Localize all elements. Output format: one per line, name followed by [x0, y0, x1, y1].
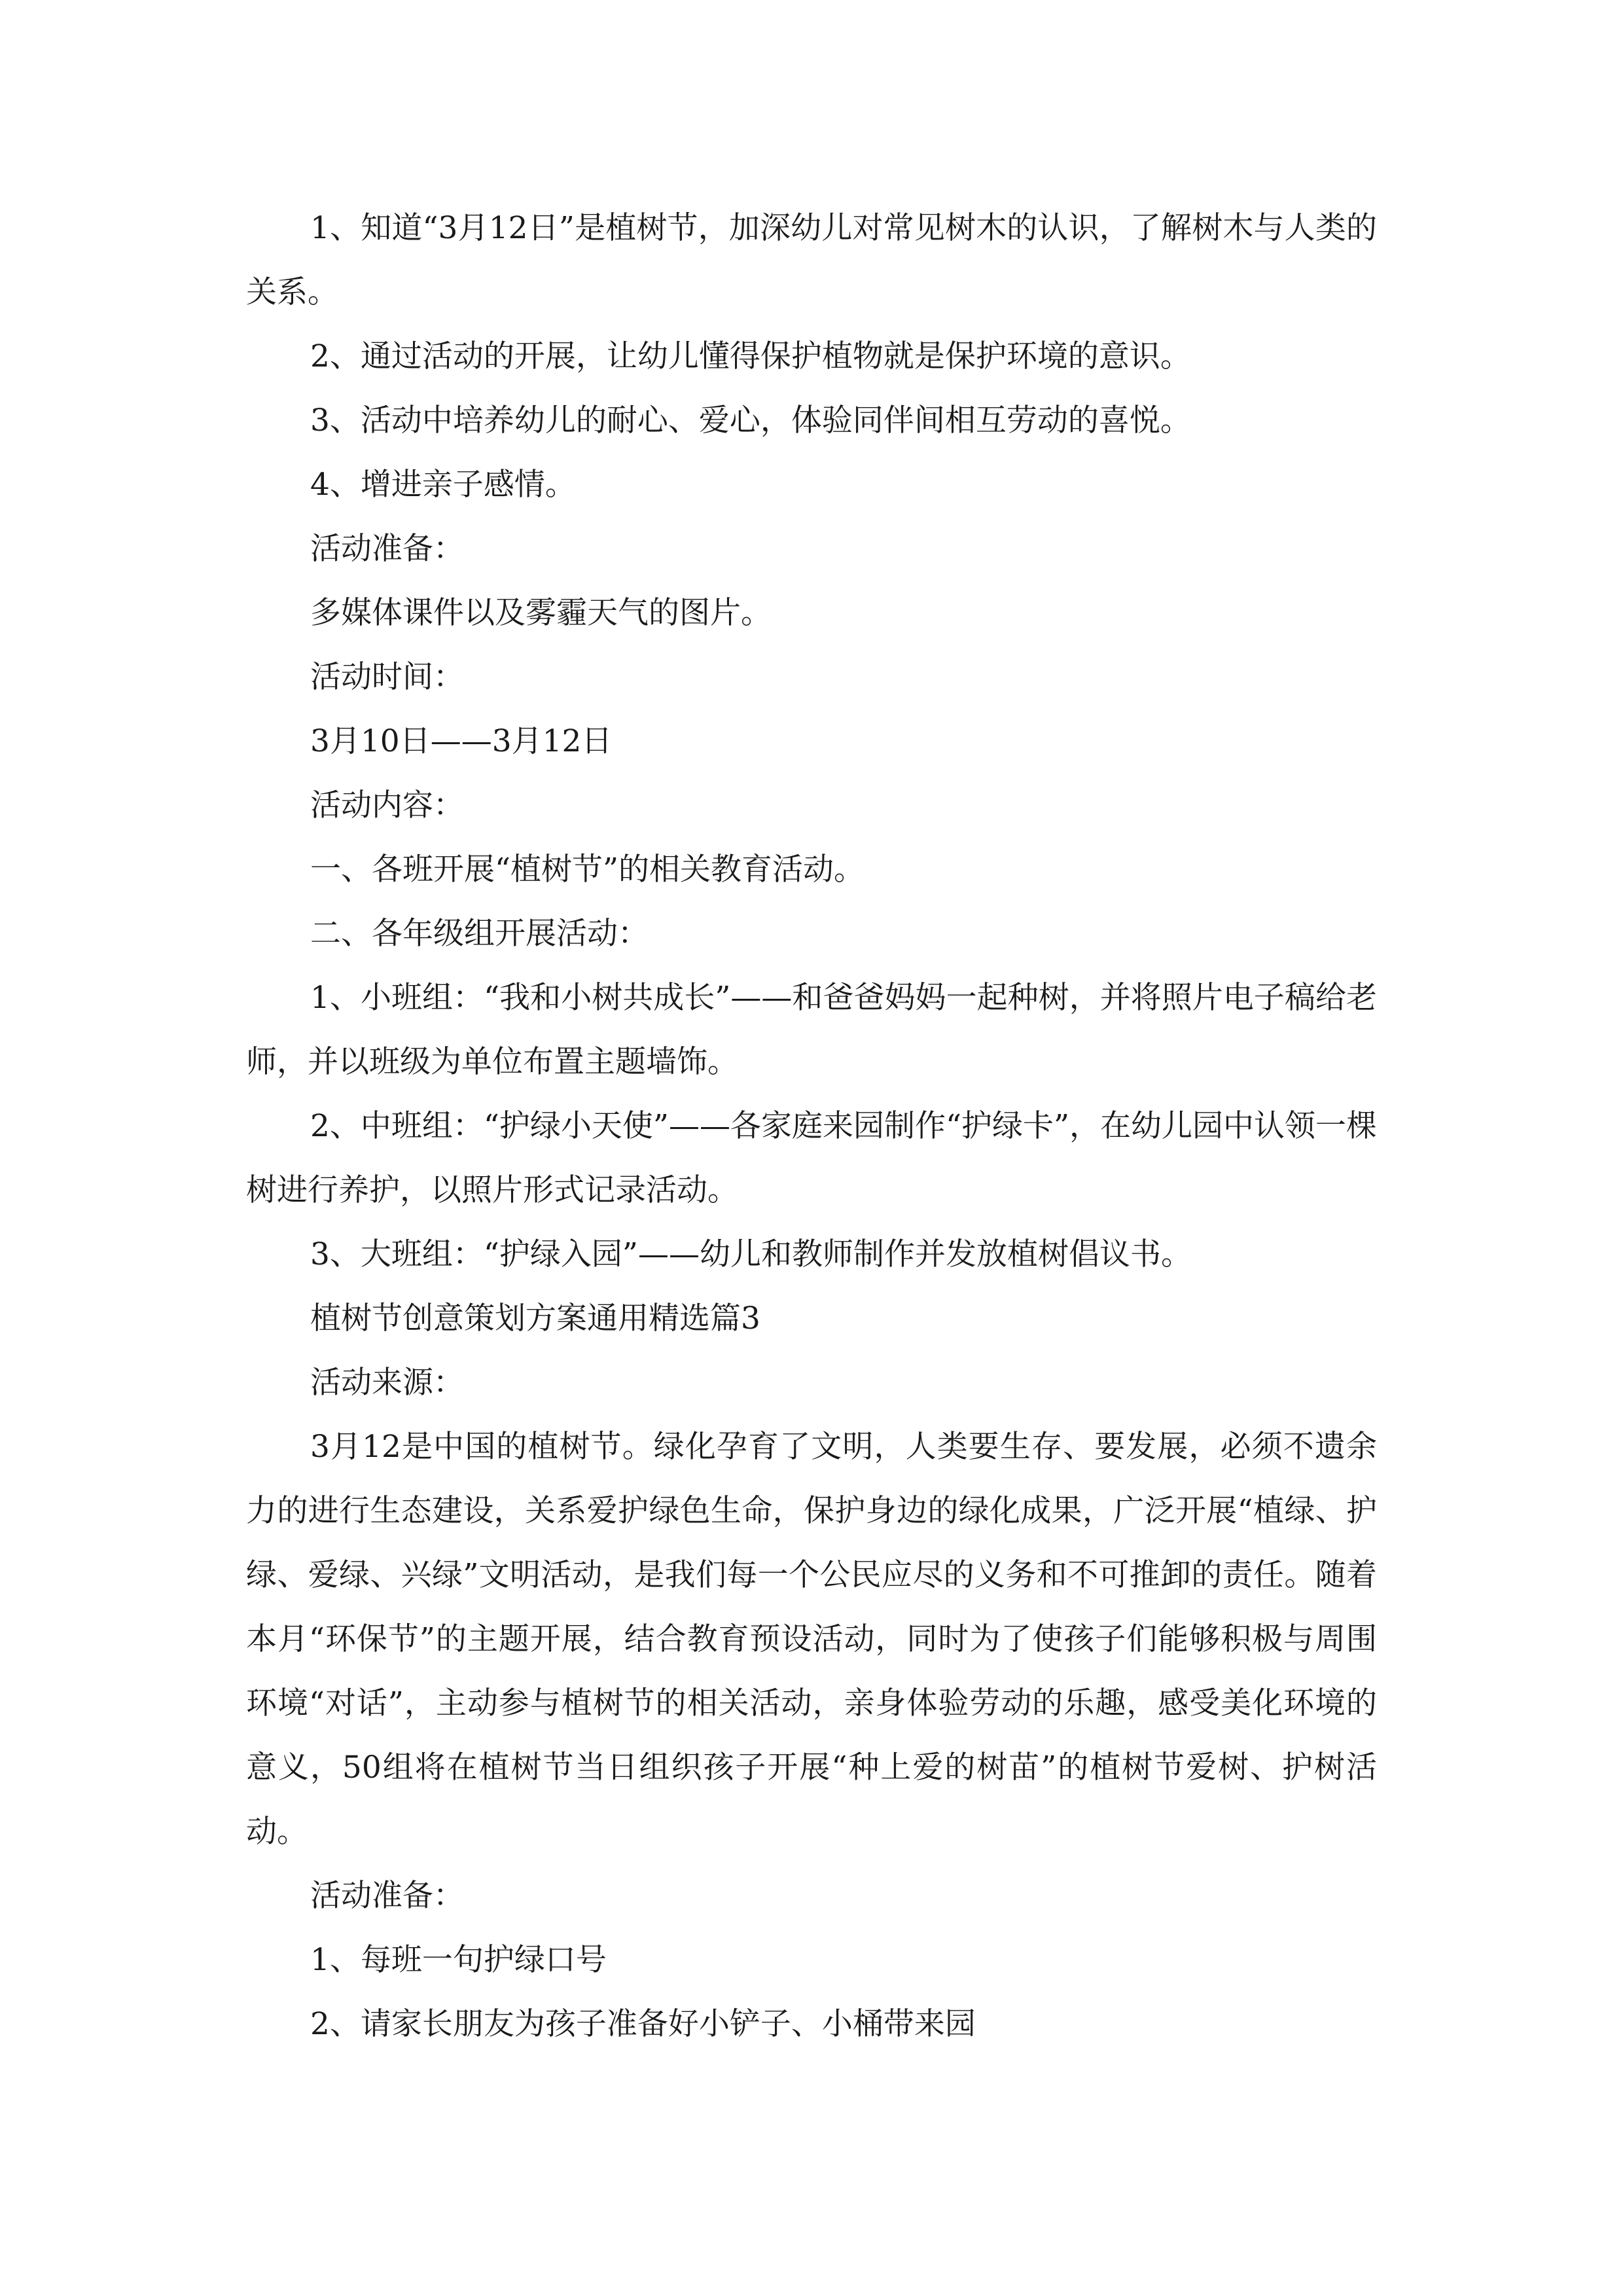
- section-heading-preparation-2: 活动准备：: [310, 1878, 464, 1914]
- source-text: 3月12是中国的植树节。绿化孕育了文明，人类要生存、要发展，必须不遗余力的进行生态建设，关系爱护绿色生命，保护身边的绿化成果，广泛开展“植绿、护绿、爱绿、兴绿”文明活动，是我们每一个公民应尽的义务和不可推卸的责任。随着本月“环保节”的主题开展，结合教育预设活动，同时为了使孩子们能够积极与周围环境“对话”，主动参与植树节的相关活动，亲身体验劳动的乐趣，感受美化环境的意义，50组将在植树节当日组织孩子开展“种上爱的树苗”的植树节爱树、护树活动。: [246, 1429, 1377, 1850]
- content-item-2: 二、各年级组开展活动：: [310, 916, 649, 952]
- objective-1: 1、知道“3月12日”是植树节，加深幼儿对常见树木的认识，了解树木与人类的关系。: [246, 210, 1377, 310]
- objective-2: 2、通过活动的开展，让幼儿懂得保护植物就是保护环境的意识。: [310, 338, 1191, 374]
- preparation-text: 多媒体课件以及雾霾天气的图片。: [310, 595, 772, 631]
- time-text: 3月10日——3月12日: [310, 723, 613, 759]
- preparation-item-1: 1、每班一句护绿口号: [310, 1942, 607, 1978]
- group-middle-class: 2、中班组：“护绿小天使”——各家庭来园制作“护绿卡”，在幼儿园中认领一棵树进行养护，以照片形式记录活动。: [246, 1108, 1378, 1208]
- section-heading-content: 活动内容：: [310, 787, 464, 823]
- objective-4: 4、增进亲子感情。: [310, 467, 576, 503]
- preparation-item-2: 2、请家长朋友为孩子准备好小铲子、小桶带来园: [310, 2006, 976, 2042]
- objective-3: 3、活动中培养幼儿的耐心、爱心，体验同伴间相互劳动的喜悦。: [310, 403, 1191, 439]
- section-heading-time: 活动时间：: [310, 659, 464, 695]
- article-title: 植树节创意策划方案通用精选篇3: [310, 1300, 760, 1336]
- content-item-1: 一、各班开展“植树节”的相关教育活动。: [310, 852, 865, 888]
- group-small-class: 1、小班组：“我和小树共成长”——和爸爸妈妈一起种树，并将照片电子稿给老师，并以班级为单位布置主题墙饰。: [246, 980, 1377, 1080]
- group-large-class: 3、大班组：“护绿入园”——幼儿和教师制作并发放植树倡议书。: [310, 1236, 1192, 1272]
- section-heading-source: 活动来源：: [310, 1365, 464, 1401]
- document-body: [246, 196, 1377, 2056]
- section-heading-preparation: 活动准备：: [310, 531, 464, 567]
